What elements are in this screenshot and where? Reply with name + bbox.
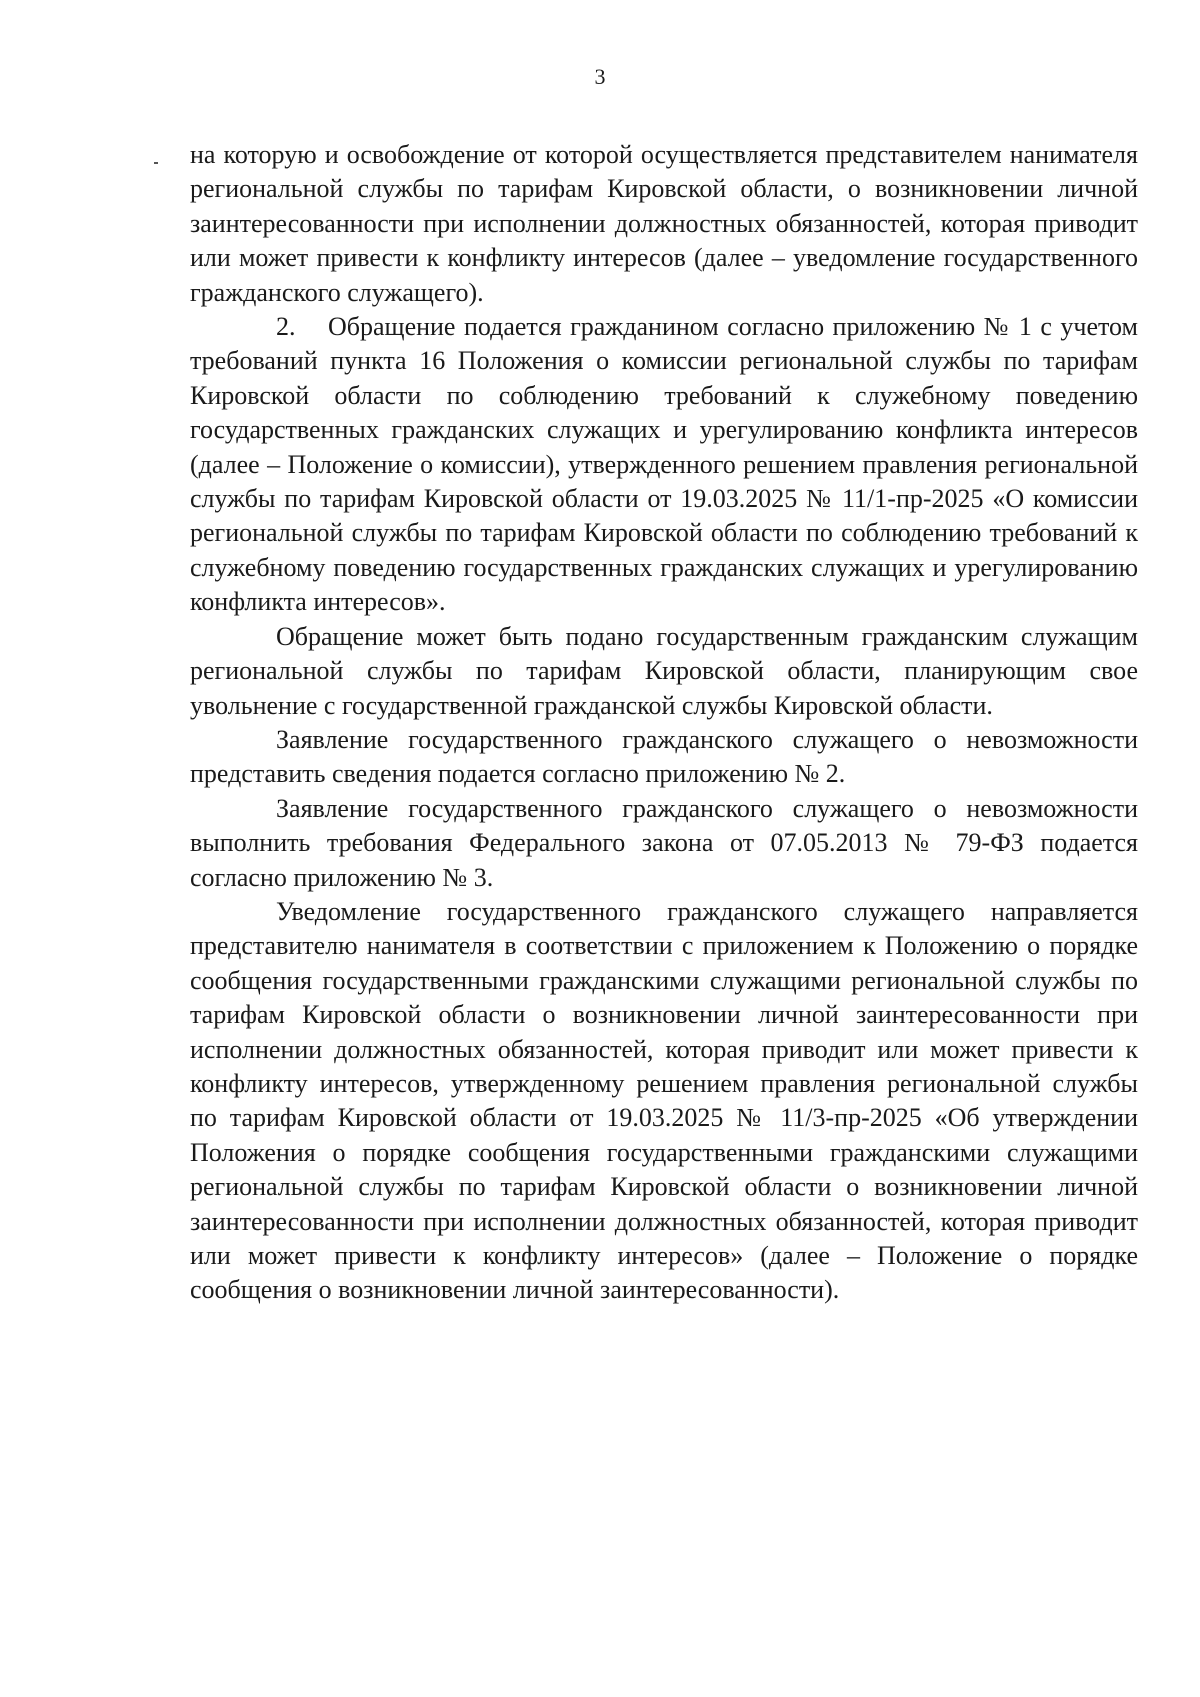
paragraph-number: 2. (276, 312, 296, 342)
paragraph-notification: Уведомление государственного гражданского служащего направляется представителю нанимателя в соответствии с приложением к Положению о порядке сообщения государственными гражданскими служащими региональной службы по тарифам Кировской области о возникновении личной заинтересованности при исполнении должностных обязанностей, которая приводит или может привести к конфликту интересов, утвержденному решением правления региональной службы по тарифам Кировской области от 19.03.2025 № 11/3-пр-2025 «Об утверждении Положения о порядке сообщения государственными гражданскими служащими региональной службы по тарифам Кировской области о возникновении личной заинтересованности при исполнении должностных обязанностей, которая приводит или может привести к конфликту интересов» (далее – Положение о порядке сообщения о возникновении личной заинтересованности). (190, 896, 1138, 1305)
paragraph-statement-information: Заявление государственного гражданского служащего о невозможности представить сведения подается согласно приложению № 2. (190, 724, 1138, 789)
paragraph-item-2 (190, 310, 1138, 620)
document-body (190, 138, 1138, 1308)
paragraph-statement-federal-law: Заявление государственного гражданского служащего о невозможности выполнить требования Федерального закона от 07.05.2013 № 79-ФЗ подается согласно приложению № 3. (190, 793, 1138, 892)
page-number: 3 (594, 64, 606, 89)
scan-artifact-mark (154, 162, 158, 164)
paragraph-text: Обращение подается гражданином согласно приложению № 1 с учетом требований пункта 16 Положения о комиссии региональной службы по тарифам Кировской области по соблюдению требований к служебному поведению государственных гражданских служащих и урегулированию конфликта интересов (далее – Положение о комиссии), утвержденного решением правления региональной службы по тарифам Кировской области от 19.03.2025 № 11/1-пр-2025 «О комиссии региональной службы по тарифам Кировской области по соблюдению требований к служебному поведению государственных гражданских служащих и урегулированию конфликта интересов». (190, 312, 1138, 617)
paragraph-appeal-employee: Обращение может быть подано государственным гражданским служащим региональной службы по тарифам Кировской области, планирующим свое увольнение с государственной гражданской службы Кировской области. (190, 621, 1138, 720)
paragraph-continuation: на которую и освобождение от которой осуществляется представителем нанимателя региональной службы по тарифам Кировской области, о возникновении личной заинтересованности при исполнении должностных обязанностей, которая приводит или может привести к конфликту интересов (далее – уведомление государственного гражданского служащего). (190, 140, 1138, 307)
